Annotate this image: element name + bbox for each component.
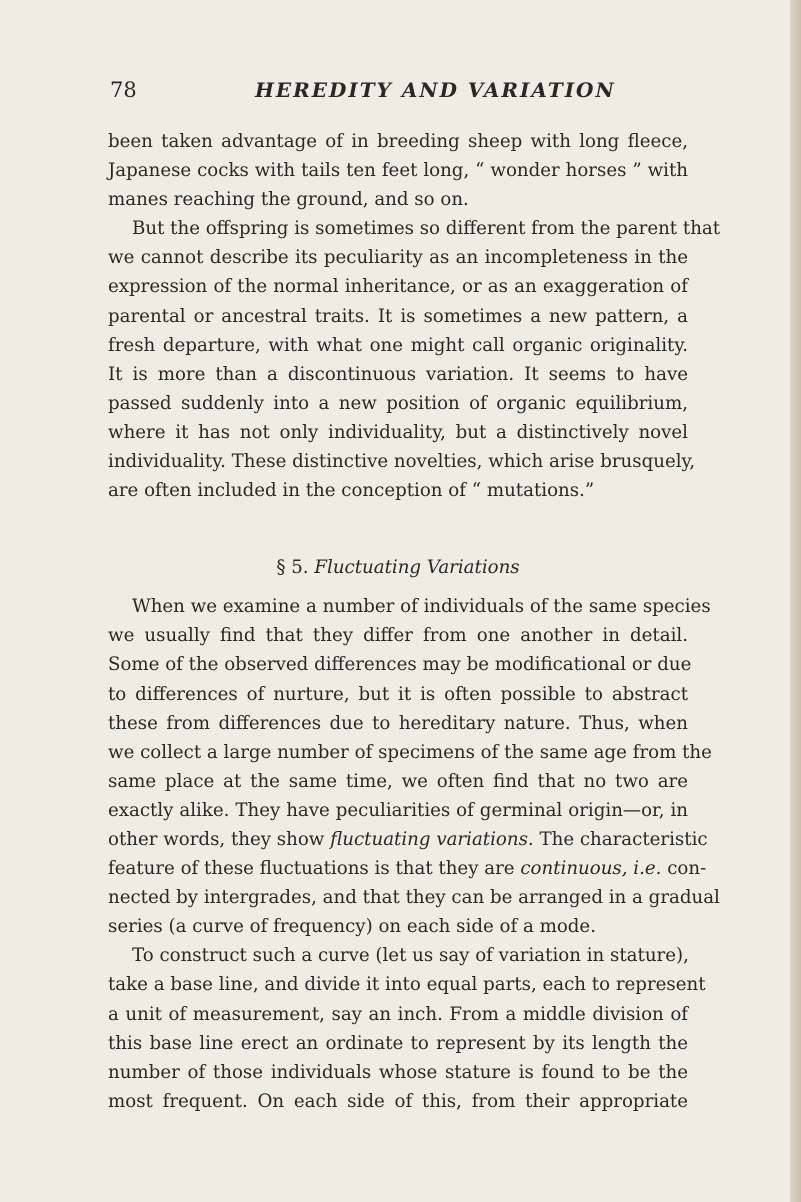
italic-term: fluctuating variations.	[330, 828, 534, 850]
italic-term: continuous, i.e.	[520, 858, 662, 880]
text-line: a unit of measurement, say an inch. From a middle division of	[108, 1003, 688, 1025]
text-segment: other words, they show	[108, 828, 331, 850]
text-line: But the offspring is sometimes so different from the parent that	[132, 218, 721, 240]
text-segment: con-	[661, 858, 707, 880]
page-number: 78	[110, 78, 137, 102]
text-line: exactly alike. They have peculiarities of germinal origin—or, in	[108, 799, 688, 821]
text-line: are often included in the conception of “ mutations.”	[108, 480, 595, 502]
text-line: individuality. These distinctive novelties, which arise brusquely,	[108, 451, 696, 473]
text-line: Some of the observed differences may be modificational or due	[108, 654, 692, 676]
text-line: take a base line, and divide it into equal parts, each to represent	[108, 974, 706, 996]
text-line: to differences of nurture, but it is often possible to abstract	[108, 683, 688, 705]
text-line: this base line erect an ordinate to represent by its length the	[108, 1032, 688, 1054]
text-line: manes reaching the ground, and so on.	[108, 189, 469, 211]
text-line: When we examine a number of individuals of the same species	[132, 596, 711, 618]
text-segment: feature of these fluctuations is that they are	[108, 858, 521, 880]
section-heading	[108, 553, 688, 582]
text-line	[108, 825, 708, 854]
text-line: number of those individuals whose stature is found to be the	[108, 1061, 688, 1083]
text-line: we cannot describe its peculiarity as an incompleteness in the	[108, 247, 688, 269]
body-text	[108, 127, 721, 1116]
text-line: parental or ancestral traits. It is sometimes a new pattern, a	[108, 305, 688, 327]
spacer	[108, 582, 688, 592]
text-line: these from differences due to hereditary nature. Thus, when	[108, 712, 688, 734]
running-title: HEREDITY AND VARIATION	[255, 78, 616, 102]
text-line: we usually find that they differ from one another in detail.	[108, 625, 688, 647]
text-line: series (a curve of frequency) on each side of a mode.	[108, 916, 596, 938]
text-line: nected by intergrades, and that they can be arranged in a gradual	[108, 887, 720, 909]
section-title: Fluctuating Variations	[314, 557, 520, 579]
text-line	[108, 854, 707, 883]
text-line: where it has not only individuality, but a distinctively novel	[108, 421, 688, 443]
text-line: fresh departure, with what one might call organic originality.	[108, 334, 688, 356]
text-line: we collect a large number of specimens of the same age from the	[108, 741, 712, 763]
section-number: § 5.	[276, 557, 309, 579]
text-line: Japanese cocks with tails ten feet long, “ wonder horses ” with	[108, 160, 688, 182]
text-line: To construct such a curve (let us say of variation in stature),	[132, 945, 689, 967]
text-line: It is more than a discontinuous variation. It seems to have	[108, 363, 688, 385]
text-segment: The characteristic	[533, 828, 708, 850]
text-line: most frequent. On each side of this, from their appropriate	[108, 1090, 688, 1112]
text-line: passed suddenly into a new position of organic equilibrium,	[108, 392, 688, 414]
text-line: expression of the normal inheritance, or as an exaggeration of	[108, 276, 688, 298]
spacer	[108, 505, 688, 553]
text-line: same place at the same time, we often find that no two are	[108, 770, 688, 792]
text-line: been taken advantage of in breeding sheep with long fleece,	[108, 131, 688, 152]
page-edge	[790, 0, 801, 1202]
running-head	[110, 78, 680, 106]
